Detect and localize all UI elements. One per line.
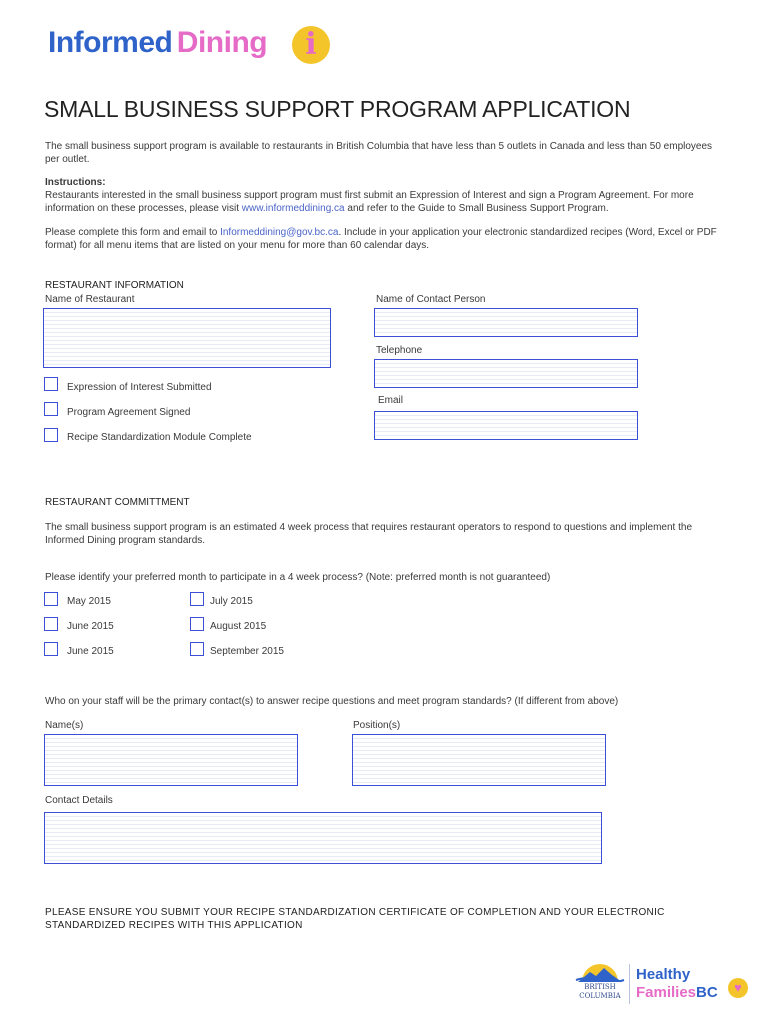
intro-text: The small business support program is available to restaurants in British Columbia that have less than 5 outlets in Canada and less than 50 employees per outlet. [45,141,713,165]
submission-notice: PLEASE ENSURE YOU SUBMIT YOUR RECIPE STANDARDIZATION CERTIFICATE OF COMPLETION AND YOUR ELECTRONIC STANDARDIZED RECIPES WITH THIS APPLICATION [45,907,665,931]
healthy-families-line1: Healthy [636,966,691,983]
email-label: Email [378,395,404,406]
expression-of-interest-checkbox[interactable] [44,377,58,391]
contact-person-field[interactable] [374,308,638,337]
names-label: Name(s) [45,720,84,731]
program-agreement-checkbox[interactable] [44,402,58,416]
restaurant-info-heading: RESTAURANT INFORMATION [45,280,184,291]
restaurant-name-label: Name of Restaurant [45,294,135,305]
heart-sun-icon: ♥ [728,978,748,998]
month-label-september-2015: September 2015 [210,646,284,657]
month-checkbox-june-2015-a[interactable] [44,617,58,631]
website-link[interactable]: www.informeddining.ca [241,203,345,214]
instructions-heading: Instructions: [45,177,106,188]
month-question: Please identify your preferred month to participate in a 4 week process? (Note: preferred month is not guaranteed) [45,572,551,583]
telephone-label: Telephone [376,345,423,356]
recipe-module-label: Recipe Standardization Module Complete [67,432,252,443]
month-label-august-2015: August 2015 [210,621,267,632]
restaurant-name-field[interactable] [43,308,331,368]
healthy-families-bc-logo [636,966,752,1006]
month-checkbox-may-2015[interactable] [44,592,58,606]
commitment-text: The small business support program is an estimated 4 week process that requires restaurant operators to respond to questions and implement the Informed Dining program standards. [45,522,693,546]
info-badge-icon [292,26,330,64]
month-checkbox-july-2015[interactable] [190,592,204,606]
month-checkbox-june-2015-b[interactable] [44,642,58,656]
contact-details-label: Contact Details [45,795,113,806]
month-label-may-2015: May 2015 [67,596,111,607]
logo-word-dining: Dining [176,26,268,59]
healthy-families-word: Families [636,984,697,1001]
staff-question: Who on your staff will be the primary contact(s) to answer recipe questions and meet program standards? (If different from above) [45,696,619,707]
month-checkbox-august-2015[interactable] [190,617,204,631]
program-agreement-label: Program Agreement Signed [67,407,191,418]
month-label-june-2015-a: June 2015 [67,621,114,632]
instructions-paragraph-1 [45,189,725,215]
instructions-p2-text-b: . Include in your application your electronic standardized recipes (Word, Excel or PDF format) for all menu items that are listed on your menu for more than 60 calendar days. [45,227,717,251]
commitment-heading: RESTAURANT COMMITTMENT [45,497,190,508]
email-link[interactable]: Informeddining@gov.bc.ca [220,227,339,238]
recipe-module-checkbox[interactable] [44,428,58,442]
contact-person-label: Name of Contact Person [376,294,486,305]
instructions-paragraph-2 [45,226,725,252]
logo-divider [629,964,630,1004]
info-badge-letter: i [305,27,317,62]
month-checkbox-september-2015[interactable] [190,642,204,656]
expression-of-interest-label: Expression of Interest Submitted [67,382,212,393]
logo-word-informed: Informed [48,26,173,59]
bc-logo-line1: BRITISH [584,983,616,991]
instructions-p1-text-b: and refer to the Guide to Small Business Support Program. [344,203,609,214]
names-field[interactable] [44,734,298,786]
healthy-families-line2 [636,984,718,1002]
informed-dining-logo [48,26,267,70]
month-label-july-2015: July 2015 [210,596,253,607]
bc-sun-icon [574,960,626,982]
british-columbia-logo [574,960,626,1006]
positions-field[interactable] [352,734,606,786]
email-field[interactable] [374,411,638,440]
telephone-field[interactable] [374,359,638,388]
page-title: SMALL BUSINESS SUPPORT PROGRAM APPLICATION [44,96,631,122]
contact-details-field[interactable] [44,812,602,864]
instructions-p2-text-a: Please complete this form and email to [45,227,221,238]
healthy-families-bc-word: BC [696,984,718,1001]
month-label-june-2015-b: June 2015 [67,646,114,657]
instructions-p1-text-a: Restaurants interested in the small business support program must first submit an Expression of Interest and sign a Program Agreement. For more information on these processes, please visit [45,190,694,214]
positions-label: Position(s) [353,720,401,731]
bc-logo-line2: COLUMBIA [579,992,621,1000]
